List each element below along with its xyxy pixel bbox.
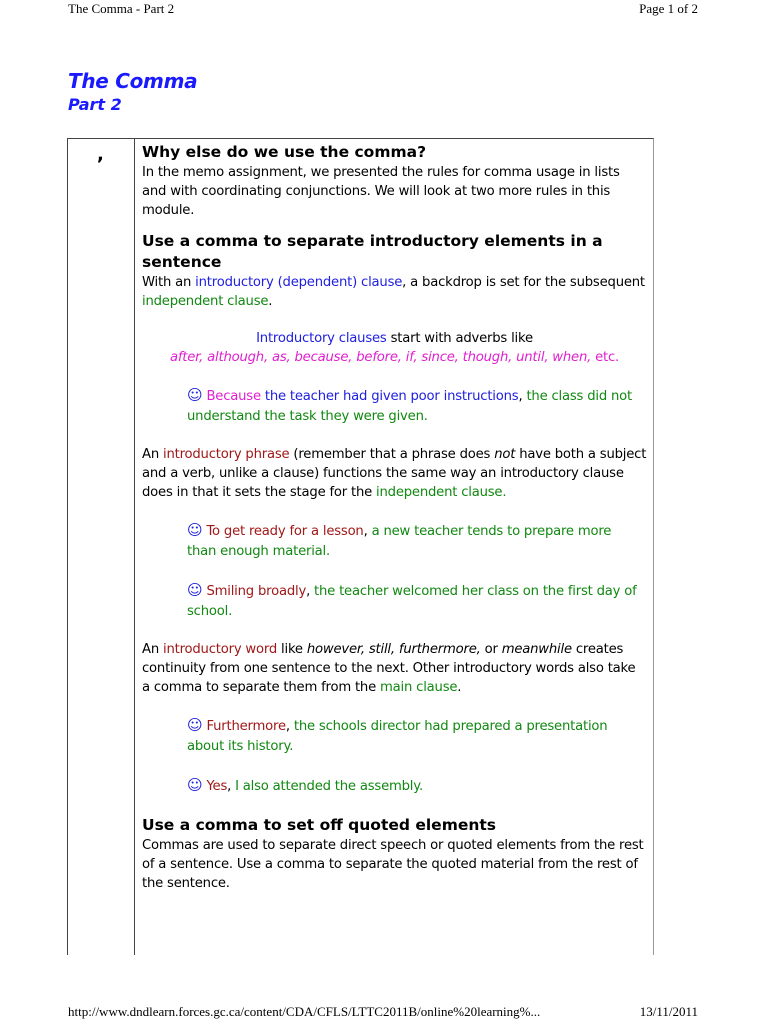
smiley-icon: ☺ xyxy=(187,581,203,599)
example-lesson: ☺ To get ready for a lesson, a new teacher tends to prepare more than enough material. xyxy=(187,521,612,559)
print-header xyxy=(0,0,768,20)
comma-margin-mark: , xyxy=(97,144,104,165)
print-footer xyxy=(0,1004,768,1024)
smiley-icon: ☺ xyxy=(187,716,203,734)
example-smiling: ☺ Smiling broadly, the teacher welcomed her class on the first day of school. xyxy=(187,581,637,619)
example-yes: ☺ Yes, I also attended the assembly. xyxy=(187,776,423,794)
section-heading-introductory: Use a comma to separate introductory elements in a sentence xyxy=(142,232,603,271)
page-subtitle: Part 2 xyxy=(68,95,122,114)
title-block xyxy=(68,68,197,116)
quoted-elements-paragraph: Commas are used to separate direct speech or quoted elements from the rest of a sentence. Use a comma to separate the quoted material from the rest of the sentence. xyxy=(142,838,644,891)
column-divider xyxy=(134,139,135,955)
example-because: ☺ Because the teacher had given poor instructions, the class did not understand the task they were given. xyxy=(187,386,633,424)
source-url: http://www.dndlearn.forces.gc.ca/content/CDA/CFLS/LTTC2011B/online%20learning%... xyxy=(68,1004,541,1019)
example-furthermore: ☺ Furthermore, the schools director had prepared a presentation about its history. xyxy=(187,716,608,754)
page-number: Page 1 of 2 xyxy=(639,1,698,16)
document-title: The Comma - Part 2 xyxy=(68,1,175,16)
lesson-content xyxy=(142,142,647,893)
section-intro-text: In the memo assignment, we presented the rules for comma usage in lists and with coordinating conjunctions. We will look at two more rules in this module. xyxy=(142,165,620,218)
adverbs-list: Introductory clauses start with adverbs like after, although, as, because, before, if, since, though, until, when, etc. xyxy=(169,331,620,365)
smiley-icon: ☺ xyxy=(187,776,203,794)
introductory-clause-paragraph: With an introductory (dependent) clause, a backdrop is set for the subsequent independent clause. xyxy=(142,275,645,309)
introductory-word-paragraph: An introductory word like however, still, furthermore, or meanwhile creates continuity from one sentence to the next. Other introductory words also take a comma to separate them from the main clause. xyxy=(142,642,636,695)
print-date: 13/11/2011 xyxy=(639,1004,698,1019)
smiley-icon: ☺ xyxy=(187,386,203,404)
section-heading-why: Why else do we use the comma? xyxy=(142,143,427,161)
page-title: The Comma xyxy=(68,69,198,93)
introductory-phrase-paragraph: An introductory phrase (remember that a phrase does not have both a subject and a verb, unlike a clause) functions the same way an introductory clause does in that it sets the stage for the independent clause. xyxy=(142,447,647,500)
smiley-icon: ☺ xyxy=(187,521,203,539)
section-heading-quoted: Use a comma to set off quoted elements xyxy=(142,816,497,834)
